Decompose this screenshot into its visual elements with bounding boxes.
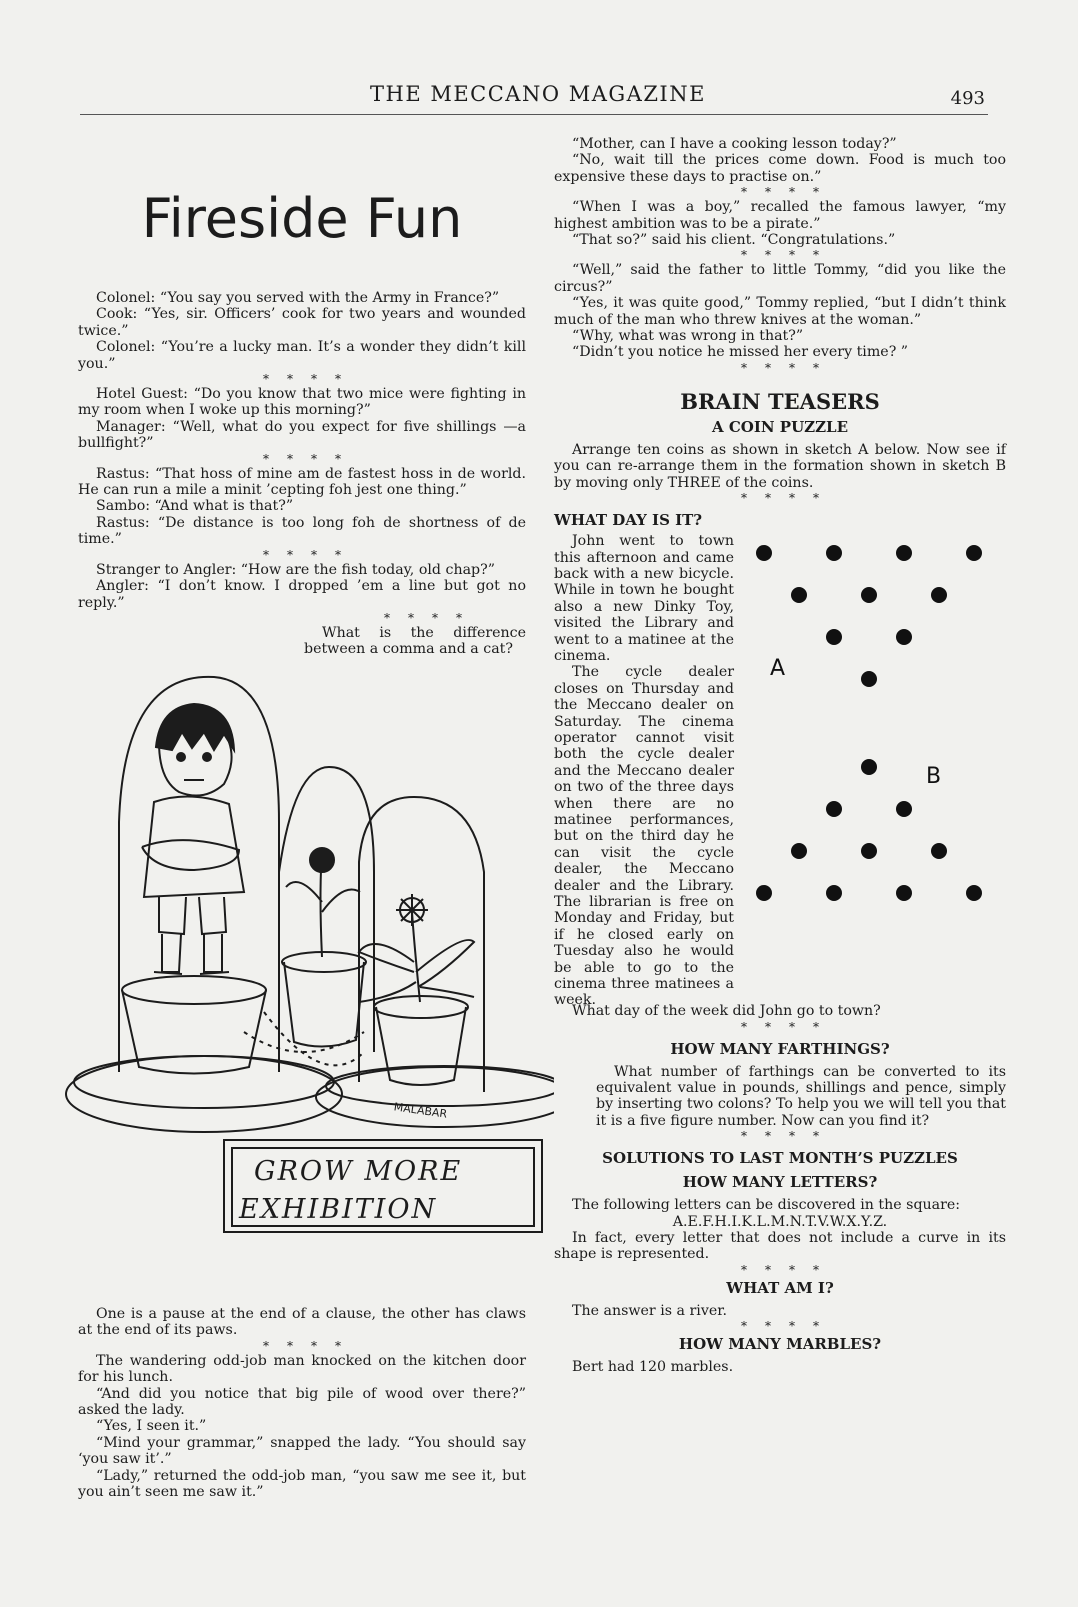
middle-pot	[284, 962, 364, 1047]
joke-line: “When I was a boy,” recalled the famous lawyer, “my highest ambition was to be a pirate.”	[554, 199, 1006, 232]
joke-line: Sambo: “And what is that?”	[96, 498, 294, 515]
coin	[861, 759, 877, 775]
sketch-a-coins	[756, 545, 982, 687]
joke-line: Cook: “Yes, sir. Officers’ cook for two years and wounded twice.”	[78, 306, 526, 339]
page-number: 493	[950, 88, 985, 109]
what-am-i-heading: WHAT AM I?	[726, 1278, 834, 1297]
separator-stars: ****	[263, 1338, 359, 1353]
coin-sketches	[742, 539, 1006, 999]
joke-line: Colonel: “You say you served with the Army in France?”	[96, 290, 500, 306]
joke-line: “Well,” said the father to little Tommy, “did you like the circus?”	[554, 262, 1006, 295]
left-column	[78, 136, 526, 658]
marbles-heading: HOW MANY MARBLES?	[678, 1335, 882, 1354]
sketch-a-label: A	[770, 656, 786, 682]
separator-stars: ****	[741, 360, 837, 375]
what-day-question: What day of the week did John go to town?	[572, 1003, 881, 1020]
letters-heading: HOW MANY LETTERS?	[682, 1173, 878, 1192]
coin	[966, 545, 982, 561]
letters-list: A.E.F.H.I.K.L.M.N.T.V.W.X.Y.Z.	[672, 1213, 888, 1230]
separator-stars: ****	[741, 185, 837, 200]
letters-text: In fact, every letter that does not include a curve in its shape is represented.	[554, 1229, 1006, 1263]
separator-stars: ****	[263, 372, 359, 387]
joke-line: Manager: “Well, what do you expect for five shillings —a bullfight?”	[78, 418, 526, 452]
letters-text: The following letters can be discovered in the square:	[572, 1197, 961, 1214]
separator-stars: ****	[741, 1019, 837, 1034]
farthings-heading: HOW MANY FARTHINGS?	[670, 1039, 890, 1058]
separator-stars: ****	[263, 547, 359, 562]
coin	[826, 629, 842, 645]
joke-line: “Yes, it was quite good,” Tommy replied, “but I didn’t think much of the man who threw knives at the woman.”	[554, 295, 1006, 328]
coin-puzzle-text: Arrange ten coins as shown in sketch A below. Now see if you can re-arrange them in the formation shown in sketch B by moving only THREE of the coins.	[554, 441, 1006, 491]
bell-jar-cartoon	[64, 672, 554, 1272]
what-day-paragraph: The cycle dealer closes on Thursday and the Meccano dealer on Saturday. The cinema operator cannot visit both the cycle dealer and the Meccano dealer on two of the three days when there are no matinee performances, but on the third day he can visit the cycle dealer, the Meccano dealer and the Library. The librarian is free on Monday and Friday, but if he closed early on Tuesday also he would be able to go to the cinema three matinees a week.	[554, 664, 734, 1009]
coin	[861, 843, 877, 859]
comma-answer: One is a pause at the end of a clause, the other has claws at the end of its paws.	[78, 1306, 526, 1339]
separator-stars: ****	[741, 248, 837, 263]
joke-line: “Why, what was wrong in that?”	[572, 328, 804, 345]
page-header	[80, 82, 1000, 114]
header-rule	[80, 114, 988, 115]
joke-line: Rastus: “That hoss of mine am de fastest hoss in de world. He can run a mile a minit ’cepting foh jest one thing.”	[78, 465, 526, 499]
coin	[756, 545, 772, 561]
separator-stars: ****	[741, 1262, 837, 1277]
joke-line: Stranger to Angler: “How are the fish today, old chap?”	[96, 561, 495, 578]
coin	[826, 545, 842, 561]
coin	[896, 801, 912, 817]
magazine-title: THE MECCANO MAGAZINE	[370, 82, 706, 106]
sign-line-2: EXHIBITION	[239, 1194, 438, 1225]
coin	[791, 843, 807, 859]
coin	[861, 671, 877, 687]
what-am-i-text: The answer is a river.	[572, 1302, 727, 1319]
joke-line: “Mother, can I have a cooking lesson today?”	[572, 136, 897, 152]
separator-stars: ****	[263, 451, 359, 466]
coin-puzzle-heading: A COIN PUZZLE	[711, 417, 849, 436]
joke-line: Angler: “I don’t know. I dropped ’em a line but got no reply.”	[78, 578, 526, 611]
joke-line: Rastus: “De distance is too long foh de shortness of de time.”	[78, 514, 526, 548]
sketch-b-coins	[756, 759, 982, 901]
joke-line: “Yes, I seen it.”	[96, 1418, 207, 1435]
separator-stars: ****	[741, 491, 837, 506]
joke-line: “Lady,” returned the odd-job man, “you saw me see it, but you ain’t seen me saw it.”	[78, 1467, 526, 1501]
what-day-paragraph: John went to town this afternoon and came back with a new bicycle. While in town he bought also a new Dinky Toy, visited the Library and went to a matinee at the cinema.	[554, 533, 734, 664]
separator-stars: ****	[384, 610, 480, 625]
jar-base-left	[66, 1056, 342, 1132]
joke-line: “That so?” said his client. “Congratulations.”	[572, 232, 896, 249]
coin	[756, 885, 772, 901]
coin	[896, 629, 912, 645]
sign-line-1: GROW MORE	[254, 1156, 463, 1187]
coin	[826, 885, 842, 901]
sketch-b-label: B	[926, 764, 942, 790]
joke-line: “And did you notice that big pile of wood over there?” asked the lady.	[78, 1385, 526, 1419]
joke-line: “No, wait till the prices come down. Food is much too expensive these days to practise on.”	[554, 152, 1006, 185]
joke-line: “Didn’t you notice he missed her every time? ”	[572, 344, 909, 361]
coin	[791, 587, 807, 603]
right-column	[554, 136, 1006, 1376]
farthings-text: What number of farthings can be converted to its equivalent value in pounds, shillings and pence, simply by inserting two colons? To help you we will tell you that it is a five figure number. Now can you find it?	[596, 1063, 1006, 1129]
what-day-heading: WHAT DAY IS IT?	[554, 511, 703, 530]
marbles-text: Bert had 120 marbles.	[572, 1359, 734, 1376]
comma-question: What is the difference between a comma and a cat?	[304, 624, 526, 658]
coin	[931, 843, 947, 859]
coin	[826, 801, 842, 817]
joke-line: Colonel: “You’re a lucky man. It’s a wonder they didn’t kill you.”	[78, 339, 526, 372]
what-day-block	[554, 533, 1006, 1009]
joke-line: Hotel Guest: “Do you know that two mice were fighting in my room when I woke up this morning?”	[78, 386, 526, 419]
separator-stars: ****	[741, 1319, 837, 1334]
coin	[931, 587, 947, 603]
page-title: Fireside Fun	[141, 187, 463, 250]
solutions-heading: SOLUTIONS TO LAST MONTH’S PUZZLES	[602, 1149, 958, 1168]
joke-line: “Mind your grammar,” snapped the lady. “You should say ‘you saw it’.”	[78, 1434, 526, 1468]
brain-teasers-heading: BRAIN TEASERS	[680, 388, 880, 414]
separator-stars: ****	[741, 1129, 837, 1144]
coin	[966, 885, 982, 901]
coin	[896, 545, 912, 561]
pot-label: MALABAR	[393, 1100, 448, 1121]
coin	[896, 885, 912, 901]
joke-line: The wandering odd-job man knocked on the kitchen door for his lunch.	[78, 1352, 526, 1386]
left-column-bottom	[78, 1306, 526, 1500]
coin	[861, 587, 877, 603]
